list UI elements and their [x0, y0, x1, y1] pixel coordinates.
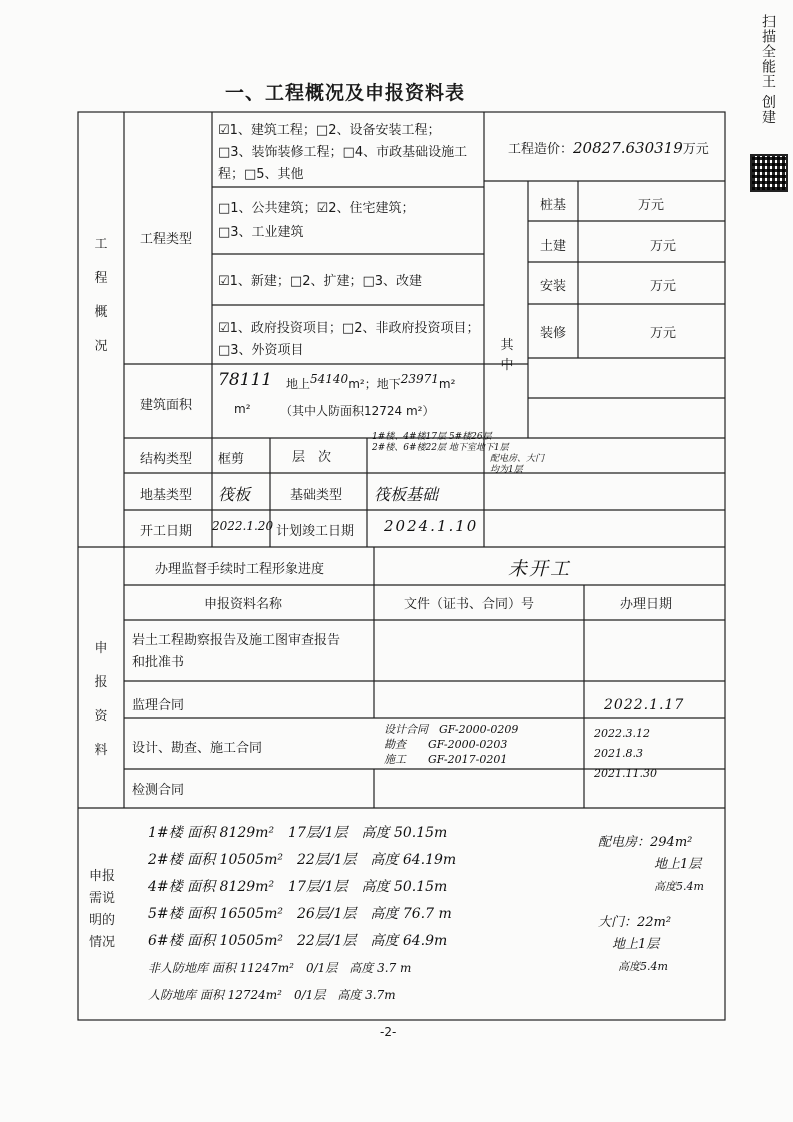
scanner-brand-text: 扫描全能王 创建 — [760, 14, 776, 125]
apply-label-char: 资 — [94, 709, 108, 724]
floors-line: 2#楼、6#楼22层 地下室地下1层 — [372, 443, 509, 453]
structure-type-value: 框剪 — [218, 452, 245, 467]
overview-label-char: 工 — [94, 237, 108, 252]
project-cost — [508, 138, 709, 157]
overview-label-char: 程 — [94, 271, 108, 286]
page-number: -2- — [380, 1025, 397, 1039]
planned-completion-label: 计划竣工日期 — [276, 524, 355, 539]
overview-section-label — [91, 228, 111, 364]
notes-line: 5#楼 面积 16505m² 26层/1层 高度 76.7 m — [148, 906, 452, 922]
cost-unit: 万元 — [682, 142, 709, 157]
floors-label: 层 次 — [292, 450, 332, 465]
building-use-options — [218, 197, 414, 245]
above-ground-value: 54140 — [310, 372, 349, 386]
basis-type-label: 基础类型 — [290, 488, 343, 503]
cost-value: 20827.630319 — [573, 139, 683, 157]
structure-type-label: 结构类型 — [140, 452, 193, 467]
apply-row-supervision-name: 监理合同 — [132, 698, 185, 713]
notes-side-line: 地上1层 — [612, 937, 660, 952]
notes-label-line: 申报 — [88, 869, 115, 884]
investment-options — [218, 318, 479, 362]
doc-number-line: 施工 GF-2017-0201 — [384, 753, 508, 766]
overview-label-char: 概 — [94, 305, 108, 320]
doc-date-line: 2022.3.12 — [594, 727, 650, 740]
notes-side-line: 大门：22m² — [598, 915, 672, 930]
cost-item-pile-label: 桩基 — [540, 198, 567, 213]
cost-item-install-unit: 万元 — [650, 279, 677, 294]
notes-line: 人防地库 面积 12724m² 0/1层 高度 3.7m — [148, 988, 396, 1002]
apply-header-doc: 文件（证书、合同）号 — [404, 597, 535, 612]
doc-number-line: 勘查 GF-2000-0203 — [384, 738, 508, 751]
option-line: □3、外资项目 — [218, 343, 304, 358]
doc-date-line: 2021.8.3 — [594, 747, 643, 760]
notes-side-line: 配电房：294m² — [598, 835, 693, 850]
notes-side-line: 地上1层 — [654, 857, 702, 872]
option-line: ☑1、政府投资项目；□2、非政府投资项目； — [218, 321, 480, 336]
below-ground-unit: m² — [438, 377, 456, 391]
apply-header-name: 申报资料名称 — [204, 597, 283, 612]
among-label — [497, 336, 517, 376]
apply-label-char: 申 — [94, 641, 108, 656]
apply-name-line: 岩土工程勘察报告及施工图审查报告 — [132, 633, 341, 648]
floors-value — [372, 432, 544, 476]
apply-header-date: 办理日期 — [620, 597, 673, 612]
notes-label-line: 情况 — [88, 935, 115, 950]
apply-row-supervision-date: 2022.1.17 — [604, 697, 685, 713]
building-area-total-unit: m² — [234, 402, 251, 416]
notes-label-line: 需说 — [88, 891, 115, 906]
floors-line: 配电房、大门 — [490, 454, 545, 464]
option-line: □3、工业建筑 — [218, 225, 304, 240]
start-date-label: 开工日期 — [140, 524, 193, 539]
notes-line: 2#楼 面积 10505m² 22层/1层 高度 64.19m — [148, 852, 457, 868]
basis-type-value: 筏板基础 — [374, 485, 439, 504]
page-title: 一、工程概况及申报资料表 — [225, 82, 466, 104]
option-line: □3、装饰装修工程；□4、市政基础设施工 — [218, 145, 468, 160]
foundation-type-value: 筏板 — [218, 485, 251, 504]
notes-building-list — [148, 820, 456, 1009]
progress-label: 办理监督手续时工程形象进度 — [155, 562, 325, 577]
civil-defense-area: （其中人防面积12724 m²） — [280, 404, 435, 418]
planned-completion-value: 2024.1.10 — [384, 517, 479, 535]
building-area-label: 建筑面积 — [140, 398, 193, 413]
building-area-split — [286, 372, 455, 392]
option-line: □1、公共建筑；☑2、住宅建筑； — [218, 201, 415, 216]
cost-item-install-label: 安装 — [540, 279, 567, 294]
below-ground-value: 23971 — [400, 372, 439, 386]
start-date-value: 2022.1.20 — [212, 519, 274, 533]
doc-date-line: 2021.11.30 — [594, 767, 657, 780]
above-ground-unit: m²； — [348, 377, 377, 391]
apply-section-label — [91, 632, 111, 768]
progress-value: 未开工 — [508, 558, 572, 580]
option-line: ☑1、新建；□2、扩建；□3、改建 — [218, 274, 423, 289]
cost-label: 工程造价： — [508, 142, 574, 157]
construction-nature-options — [218, 270, 422, 289]
project-type-label: 工程类型 — [140, 232, 193, 247]
project-category-options — [218, 120, 467, 186]
apply-label-char: 料 — [94, 743, 108, 758]
apply-row-testing-name: 检测合同 — [132, 783, 185, 798]
below-ground-label: 地下 — [376, 377, 401, 391]
notes-line: 非人防地库 面积 11247m² 0/1层 高度 3.7 m — [148, 961, 412, 975]
notes-line: 4#楼 面积 8129m² 17层/1层 高度 50.15m — [148, 879, 448, 895]
notes-side-list — [598, 832, 704, 978]
cost-item-civil-unit: 万元 — [650, 239, 677, 254]
notes-line: 1#楼 面积 8129m² 17层/1层 高度 50.15m — [148, 825, 448, 841]
option-line: ☑1、建筑工程；□2、设备安装工程； — [218, 123, 441, 138]
apply-name-line: 和批准书 — [132, 655, 185, 670]
building-area-total: 78111 — [218, 370, 273, 390]
among-label-char: 中 — [500, 358, 514, 373]
apply-label-char: 报 — [94, 675, 108, 690]
floors-line: 1#楼、4#楼17层 5#楼26层 — [372, 432, 492, 442]
apply-row-design-name: 设计、勘查、施工合同 — [132, 741, 263, 756]
option-line: 程；□5、其他 — [218, 167, 304, 182]
cost-item-pile-unit: 万元 — [638, 198, 665, 213]
apply-row-survey-name — [132, 630, 340, 674]
apply-row-design-docs — [384, 722, 518, 767]
above-ground-label: 地上 — [286, 377, 311, 391]
cost-item-decor-label: 装修 — [540, 326, 567, 341]
overview-label-char: 况 — [94, 339, 108, 354]
apply-row-design-dates — [594, 724, 657, 784]
cost-item-civil-label: 土建 — [540, 239, 567, 254]
foundation-type-label: 地基类型 — [140, 488, 193, 503]
among-label-char: 其 — [500, 338, 514, 353]
floors-line: 均为1层 — [490, 465, 523, 475]
notes-side-line: 高度5.4m — [618, 960, 668, 973]
notes-line: 6#楼 面积 10505m² 22层/1层 高度 64.9m — [148, 933, 448, 949]
notes-section-label — [84, 866, 120, 954]
cost-item-decor-unit: 万元 — [650, 326, 677, 341]
doc-number-line: 设计合同 GF-2000-0209 — [384, 723, 519, 736]
notes-side-line: 高度5.4m — [654, 880, 704, 893]
notes-label-line: 明的 — [88, 913, 115, 928]
